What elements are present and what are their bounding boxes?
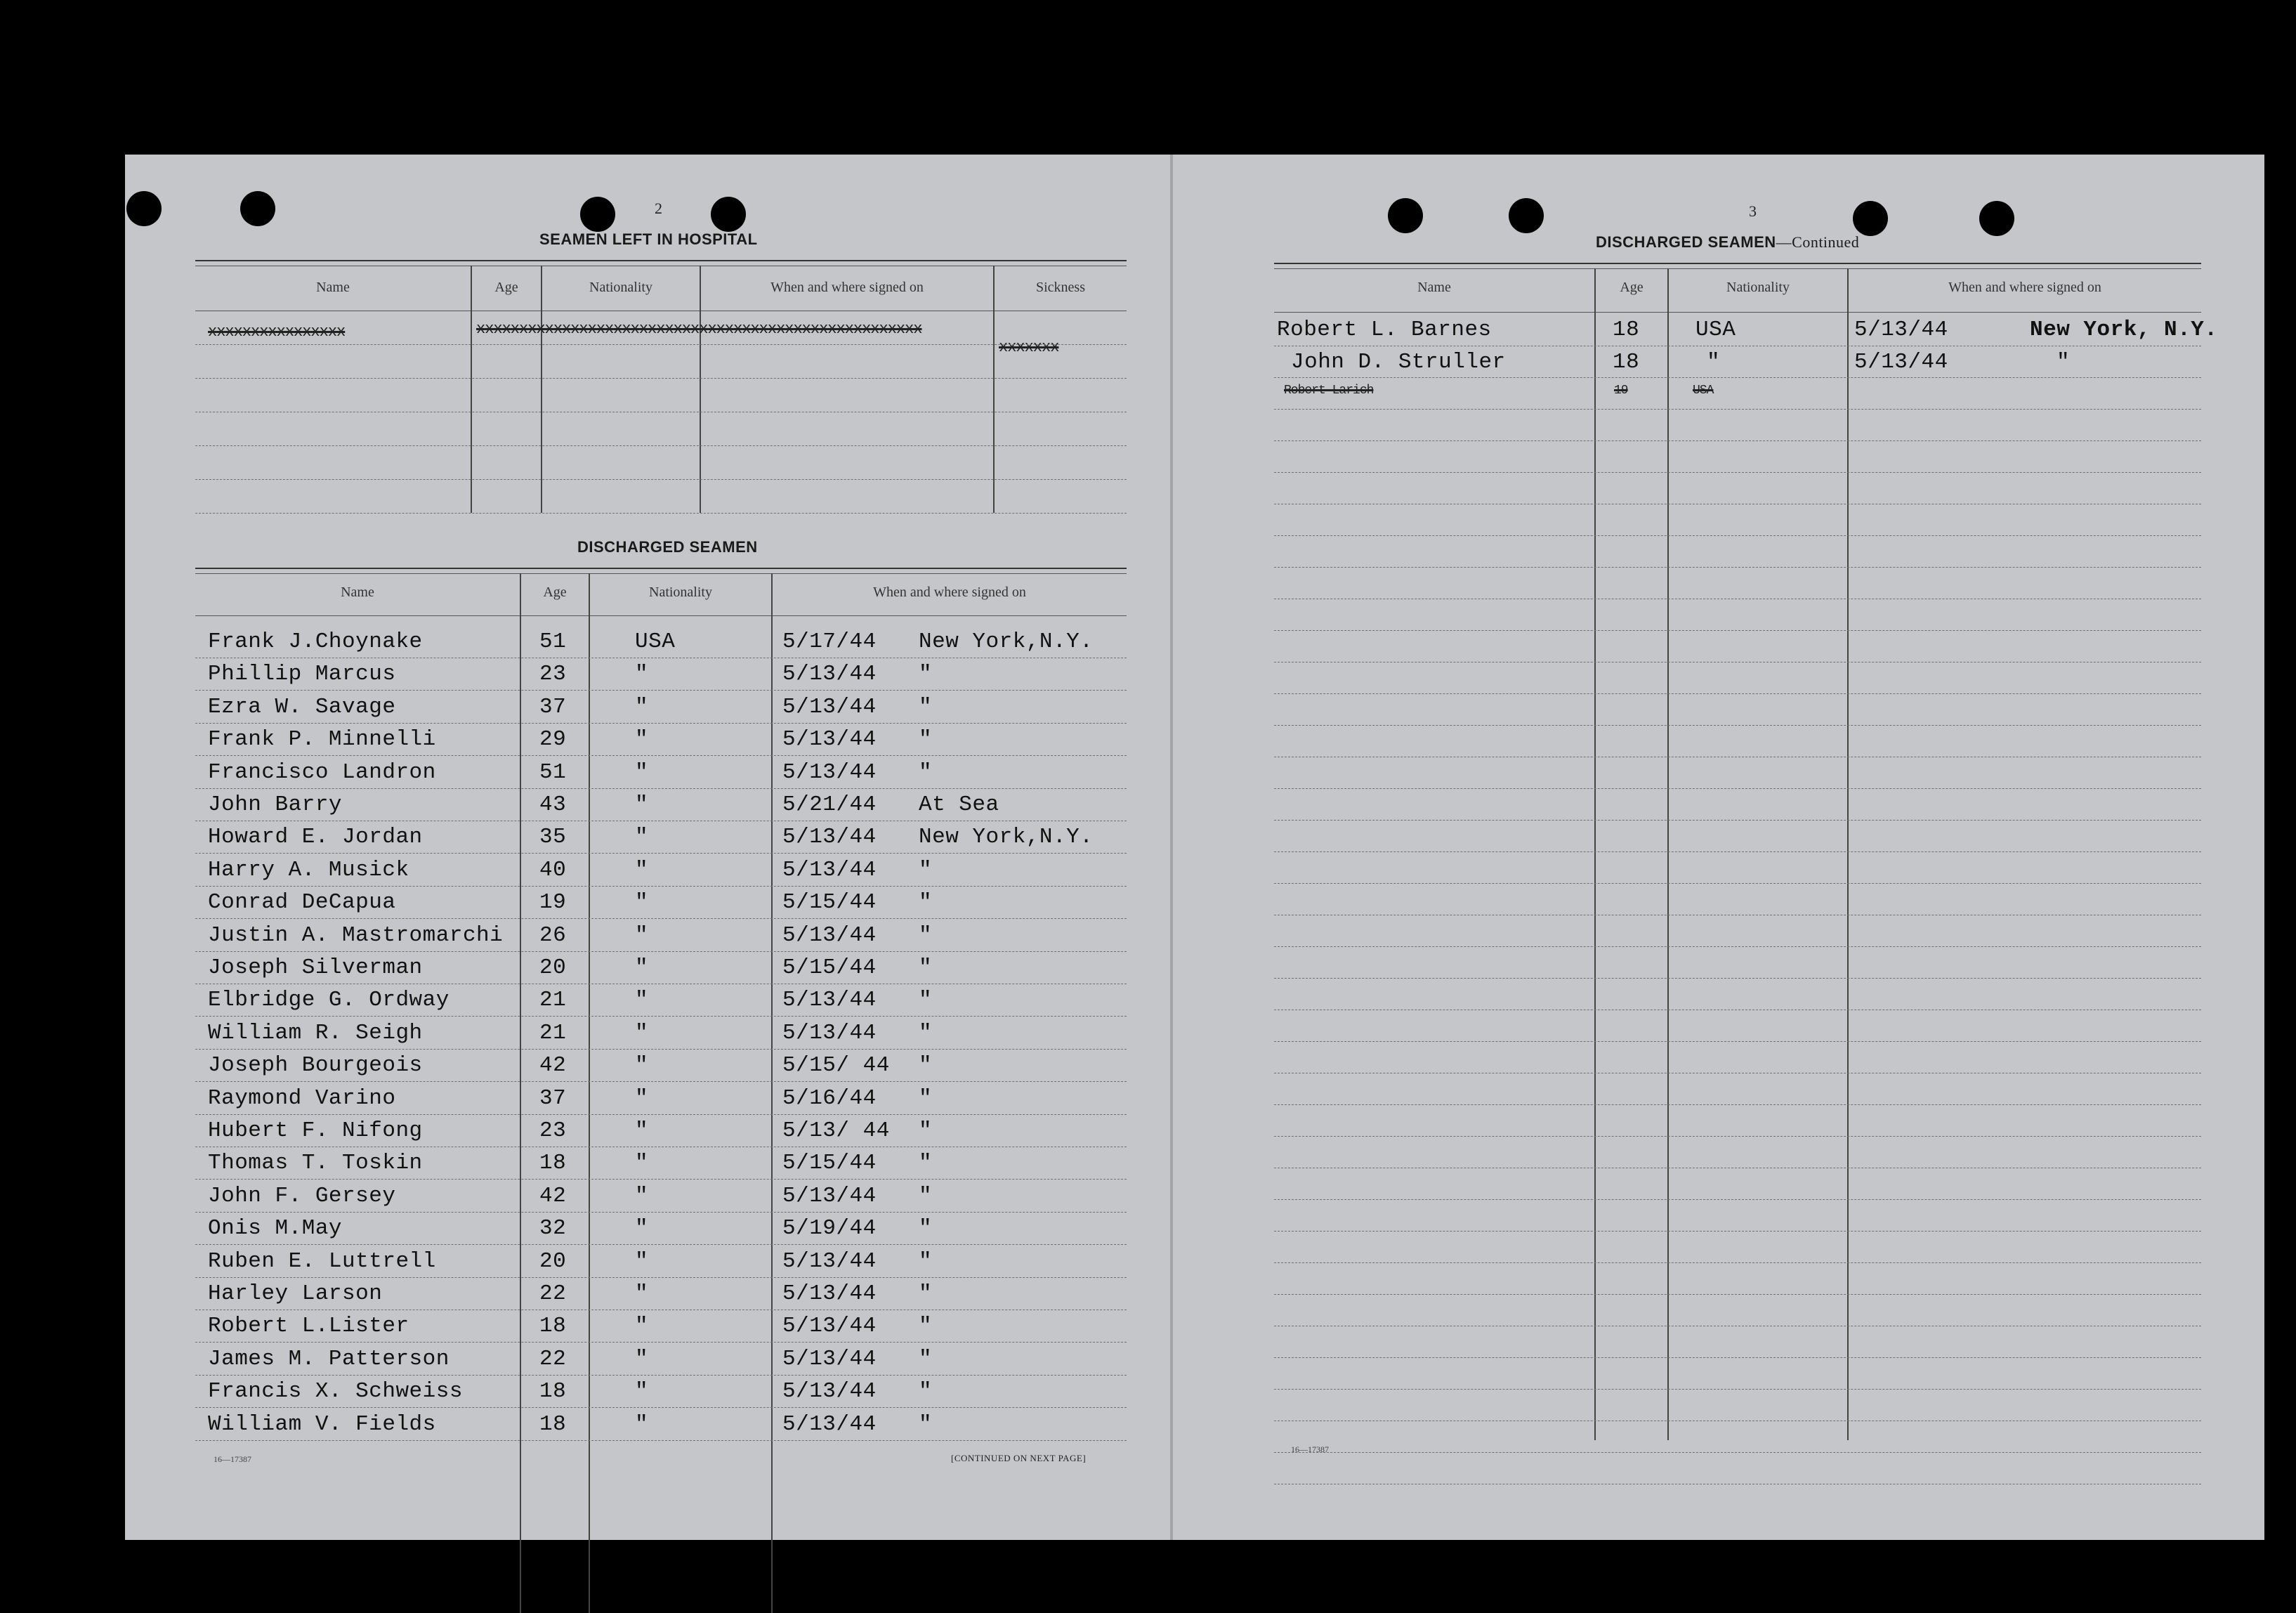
ruled-line [195,1342,1127,1343]
ruled-line [195,1244,1127,1245]
column-header-name: Name [1417,280,1451,295]
signed-on-place: " [2056,350,2071,374]
signed-on-date: 5/17/44 [782,629,877,654]
signed-on-place: New York,N.Y. [919,825,1094,849]
signed-on-date: 5/13/44 [782,695,877,719]
seaman-age: 40 [539,858,567,882]
signed-on-place: " [919,1216,933,1241]
signed-on-date: 5/13/44 [782,662,877,686]
column-divider [1667,268,1669,1440]
signed-on-date: 5/13/44 [782,1412,877,1437]
seaman-nationality: " [635,1086,649,1111]
header-bottom-rule [195,615,1127,616]
struck-nationality: USA [1693,384,1714,398]
signed-on-date: 5/13/44 [1854,318,1948,342]
signed-on-place: " [919,1314,933,1338]
seaman-name: Robert L.Lister [208,1314,409,1338]
ruled-line [195,1179,1127,1180]
seaman-nationality: " [635,1379,649,1404]
seaman-age: 18 [539,1412,567,1437]
signed-on-place: " [919,662,933,686]
seaman-name: Conrad DeCapua [208,890,396,915]
column-divider [520,573,521,1613]
seaman-nationality: " [635,923,649,948]
signed-on-date: 5/13/44 [782,1184,877,1208]
seaman-nationality: " [1707,350,1721,374]
seaman-name: John Barry [208,792,343,817]
seaman-age: 26 [539,923,567,948]
column-divider [541,266,542,513]
seaman-age: 21 [539,1021,567,1045]
seaman-name: William R. Seigh [208,1021,423,1045]
seaman-age: 20 [539,1249,567,1274]
punch-hole [240,191,275,226]
seaman-name: Francis X. Schweiss [208,1379,463,1404]
seaman-nationality: " [635,1184,649,1208]
signed-on-place: " [919,1053,933,1078]
seaman-nationality: " [635,1314,649,1338]
seaman-nationality: " [635,1216,649,1241]
signed-on-date: 5/15/ 44 [782,1053,890,1078]
seaman-age: 32 [539,1216,567,1241]
ruled-line [195,479,1127,480]
ruled-line [1274,946,2201,947]
seaman-age: 23 [539,1118,567,1143]
seaman-name: Thomas T. Toskin [208,1151,423,1175]
signed-on-date: 5/13/44 [782,923,877,948]
seaman-name: Howard E. Jordan [208,825,423,849]
struck-sickness: xxxxxxx [999,339,1059,356]
seaman-name: Hubert F. Nifong [208,1118,423,1143]
table-top-rule [195,260,1127,261]
signed-on-date: 5/13/44 [782,760,877,785]
signed-on-place: " [919,1151,933,1175]
column-header-name: Name [316,280,350,295]
ruled-line [195,886,1127,887]
ruled-line [195,344,1127,345]
signed-on-date: 5/13/44 [782,1021,877,1045]
seaman-name: Robert L. Barnes [1277,318,1492,342]
signed-on-date: 5/13/44 [782,1249,877,1274]
title-main: DISCHARGED SEAMEN [1596,233,1776,251]
ruled-line [1274,440,2201,441]
ruled-line [1274,535,2201,536]
seaman-name: William V. Fields [208,1412,436,1437]
signed-on-date: 5/19/44 [782,1216,877,1241]
signed-on-place: " [919,1281,933,1306]
ruled-line [1274,630,2201,631]
struck-entry: xxxxxxxxxxxxxxxxxxxxxxxxxxxxxxxxxxxxxxxxxxxxxxxxxxxx [476,320,922,338]
seaman-name: Joseph Bourgeois [208,1053,423,1078]
signed-on-place: " [919,955,933,980]
seaman-nationality: " [635,1347,649,1371]
signed-on-place: " [919,1347,933,1371]
column-header-signed-on: When and where signed on [1948,280,2101,295]
ruled-line [195,513,1127,514]
ruled-line [1274,1389,2201,1390]
seaman-nationality: USA [635,629,676,654]
column-divider [589,573,590,1613]
seaman-age: 42 [539,1053,567,1078]
signed-on-place: New York, N.Y. [2030,318,2218,342]
seaman-name: Elbridge G. Ordway [208,988,450,1012]
ruled-line [195,1407,1127,1408]
seaman-name: Ruben E. Luttrell [208,1249,436,1274]
ruled-line [195,1049,1127,1050]
signed-on-date: 5/13/44 [782,1347,877,1371]
seaman-age: 29 [539,727,567,752]
ruled-line [195,918,1127,919]
ruled-line [195,690,1127,691]
signed-on-date: 5/13/44 [1854,350,1948,374]
seaman-nationality: " [635,890,649,915]
seaman-age: 35 [539,825,567,849]
seaman-name: Harley Larson [208,1281,383,1306]
ruled-line [1274,1262,2201,1263]
signed-on-date: 5/13/44 [782,858,877,882]
struck-age: 19 [1614,384,1628,398]
seaman-nationality: " [635,1412,649,1437]
signed-on-place: " [919,1379,933,1404]
seaman-name: Ezra W. Savage [208,695,396,719]
page-number-right: 3 [1749,202,1757,220]
seaman-name: Joseph Silverman [208,955,423,980]
signed-on-date: 5/13/44 [782,988,877,1012]
signed-on-date: 5/13/ 44 [782,1118,890,1143]
seaman-nationality: " [635,858,649,882]
struck-name: xxxxxxxxxxxxxxxx [208,323,346,341]
ruled-line [195,951,1127,952]
seaman-age: 51 [539,629,567,654]
seaman-name: John D. Struller [1291,350,1506,374]
signed-on-date: 5/15/44 [782,890,877,915]
signed-on-place: " [919,1184,933,1208]
seaman-nationality: " [635,760,649,785]
ruled-line [1274,1452,2201,1453]
seaman-name: Harry A. Musick [208,858,409,882]
signed-on-date: 5/13/44 [782,727,877,752]
ruled-line [1274,725,2201,726]
ruled-line [195,755,1127,756]
ruled-line [195,1016,1127,1017]
ruled-line [195,723,1127,724]
column-header-age: Age [543,585,567,600]
signed-on-date: 5/13/44 [782,1281,877,1306]
seaman-nationality: " [635,1118,649,1143]
column-header-age: Age [1620,280,1644,295]
seaman-age: 22 [539,1347,567,1371]
seaman-age: 42 [539,1184,567,1208]
seaman-name: Frank P. Minnelli [208,727,436,752]
seaman-nationality: " [635,727,649,752]
signed-on-place: New York,N.Y. [919,629,1094,654]
seaman-nationality: " [635,988,649,1012]
seaman-nationality: " [635,792,649,817]
ruled-line [1274,1231,2201,1232]
signed-on-date: 5/15/44 [782,955,877,980]
crew-list-sheet [125,155,2264,1540]
ruled-line [1274,1136,2201,1137]
seaman-name: James M. Patterson [208,1347,450,1371]
column-divider [471,266,472,513]
ruled-line [1274,1104,2201,1105]
seaman-nationality: " [635,955,649,980]
ruled-line [1274,883,2201,884]
signed-on-place: " [919,727,933,752]
seaman-nationality: " [635,662,649,686]
punch-hole [1853,201,1888,236]
seaman-nationality: " [635,1021,649,1045]
ruled-line [1274,978,2201,979]
column-header-nationality: Nationality [1726,280,1790,295]
ruled-line [195,1114,1127,1115]
column-header-signed-on: When and where signed on [770,280,924,295]
continued-note: [CONTINUED ON NEXT PAGE] [951,1453,1087,1463]
seaman-age: 18 [1613,350,1640,374]
punch-hole [126,191,162,226]
ruled-line [195,1212,1127,1213]
signed-on-place: " [919,1021,933,1045]
column-header-sickness: Sickness [1036,280,1085,295]
signed-on-place: " [919,1118,933,1143]
signed-on-date: 5/13/44 [782,825,877,849]
seaman-name: Justin A. Mastromarchi [208,923,504,948]
signed-on-place: " [919,1412,933,1437]
seaman-age: 22 [539,1281,567,1306]
hospital-section-title: SEAMEN LEFT IN HOSPITAL [539,230,758,248]
column-divider [1847,268,1849,1440]
seaman-name: Onis M.May [208,1216,343,1241]
ruled-line [195,788,1127,789]
table-top-rule [1274,263,2201,264]
table-top-rule [195,568,1127,569]
seaman-age: 37 [539,695,567,719]
seaman-age: 18 [1613,318,1640,342]
ruled-line [1274,788,2201,789]
ruled-line [195,853,1127,854]
seaman-name: Raymond Varino [208,1086,396,1111]
column-header-age: Age [494,280,518,295]
seaman-nationality: " [635,1151,649,1175]
column-header-nationality: Nationality [649,585,712,600]
punch-hole [1979,201,2014,236]
ruled-line [1274,377,2201,378]
ruled-line [195,1277,1127,1278]
header-bottom-rule [1274,312,2201,313]
punch-hole [1509,198,1544,233]
ruled-line [1274,1199,2201,1200]
seaman-nationality: " [635,1249,649,1274]
column-divider [993,266,995,513]
page-number-left: 2 [655,200,662,217]
seaman-nationality: " [635,825,649,849]
ruled-line [1274,1357,2201,1358]
seaman-nationality: " [635,1053,649,1078]
title-continued: —Continued [1776,233,1860,251]
ruled-line [1274,1041,2201,1042]
seaman-age: 20 [539,955,567,980]
punch-hole [711,197,746,232]
ruled-line [195,1081,1127,1082]
ruled-line [1274,693,2201,694]
discharged-section-title: DISCHARGED SEAMEN [577,538,758,556]
seaman-name: Frank J.Choynake [208,629,423,654]
column-header-signed-on: When and where signed on [873,585,1026,600]
seaman-name: John F. Gersey [208,1184,396,1208]
seaman-age: 18 [539,1314,567,1338]
ruled-line [1274,472,2201,473]
seaman-nationality: " [635,695,649,719]
seaman-age: 21 [539,988,567,1012]
table-top-rule [1274,268,2201,269]
seaman-name: Phillip Marcus [208,662,396,686]
punch-hole [580,197,615,232]
seaman-age: 37 [539,1086,567,1111]
signed-on-place: " [919,858,933,882]
ruled-line [1274,409,2201,410]
ruled-line [195,1440,1127,1441]
ruled-line [195,445,1127,446]
signed-on-date: 5/13/44 [782,1379,877,1404]
seaman-age: 23 [539,662,567,686]
ruled-line [1274,851,2201,852]
ruled-line [195,378,1127,379]
column-header-nationality: Nationality [589,280,652,295]
ruled-line [1274,1294,2201,1295]
continued-section-title [1596,233,1859,252]
signed-on-date: 5/21/44 [782,792,877,817]
seaman-nationality: " [635,1281,649,1306]
signed-on-place: " [919,890,933,915]
signed-on-place: " [919,1086,933,1111]
page-fold [1170,155,1173,1540]
ruled-line [1274,820,2201,821]
seaman-age: 18 [539,1151,567,1175]
column-divider [1594,268,1596,1440]
signed-on-date: 5/15/44 [782,1151,877,1175]
ruled-line [195,1375,1127,1376]
signed-on-place: " [919,760,933,785]
signed-on-date: 5/13/44 [782,1314,877,1338]
seaman-name: Francisco Landron [208,760,436,785]
table-top-rule [195,573,1127,574]
seaman-age: 43 [539,792,567,817]
seaman-age: 18 [539,1379,567,1404]
struck-name: Robert Larich [1284,384,1374,398]
form-number: 16—17387 [1291,1444,1329,1454]
seaman-nationality: USA [1695,318,1736,342]
signed-on-date: 5/16/44 [782,1086,877,1111]
signed-on-place: " [919,1249,933,1274]
seaman-age: 51 [539,760,567,785]
punch-hole [1388,198,1423,233]
seaman-age: 19 [539,890,567,915]
signed-on-place: " [919,923,933,948]
column-divider [700,266,701,513]
signed-on-place: " [919,695,933,719]
column-header-name: Name [341,585,374,600]
ruled-line [1274,567,2201,568]
form-number: 16—17387 [214,1454,251,1464]
column-divider [771,573,773,1613]
signed-on-place: " [919,988,933,1012]
signed-on-place: At Sea [919,792,999,817]
